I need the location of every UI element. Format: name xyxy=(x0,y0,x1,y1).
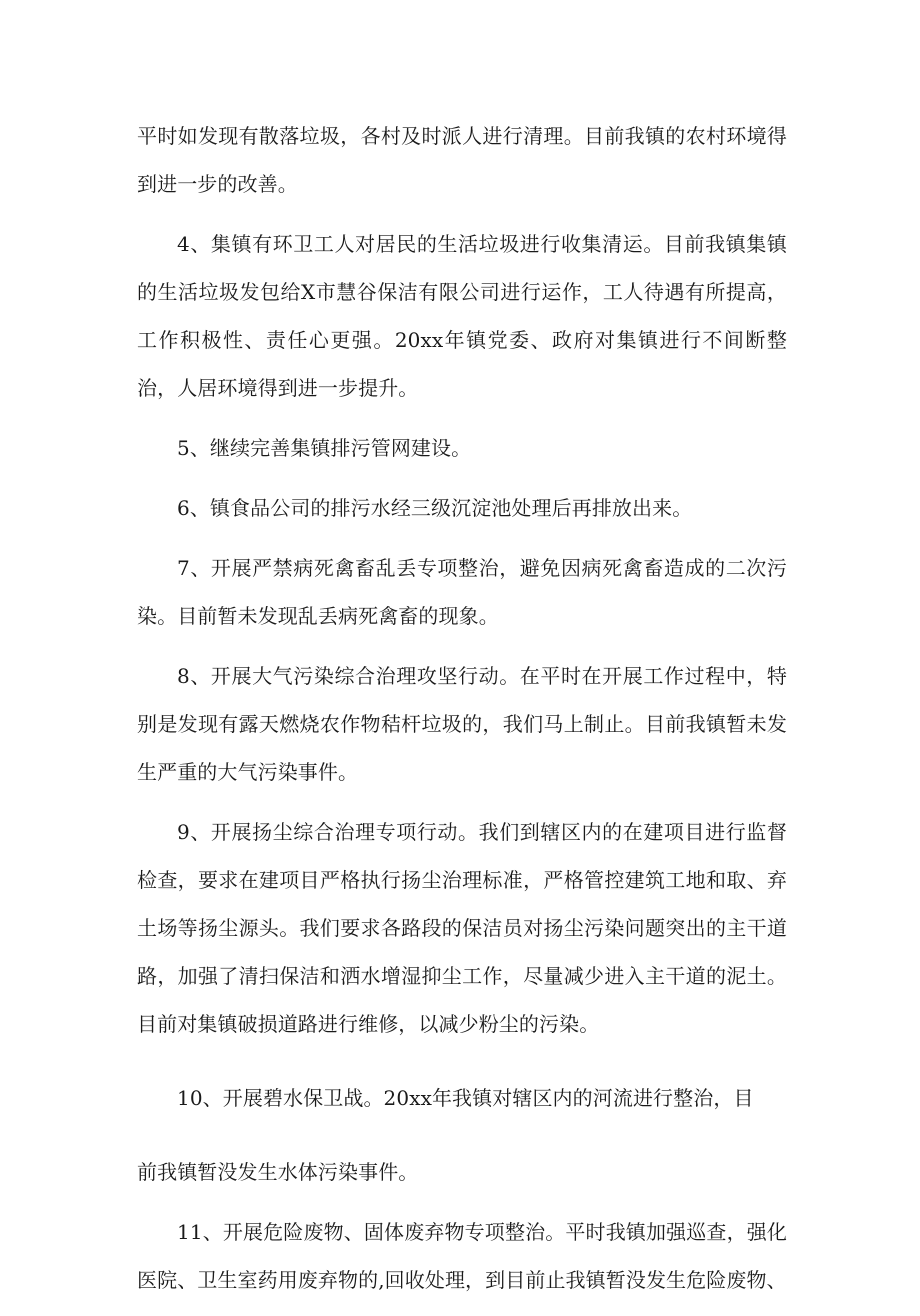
paragraph-item-7: 7、开展严禁病死禽畜乱丢专项整治，避免因病死禽畜造成的二次污染。目前暂未发现乱丢病死禽畜的现象。 xyxy=(137,556,787,628)
paragraph-item-11: 11、开展危险废物、固体废弃物专项整治。平时我镇加强巡查，强化医院、卫生室药用废弃物的,回收处理，到目前止我镇暂没发生危险废物、 xyxy=(137,1220,787,1292)
paragraph-item-6: 6、镇食品公司的排污水经三级沉淀池处理后再排放出来。 xyxy=(177,496,693,520)
document-body xyxy=(137,112,787,1316)
paragraph-item-5: 5、继续完善集镇排污管网建设。 xyxy=(177,436,472,460)
paragraph-item-10-part-1: 10、开展碧水保卫战。20xx年我镇对辖区内的河流进行整治，目 xyxy=(177,1086,754,1110)
paragraph-item-9: 9、开展扬尘综合治理专项行动。我们到辖区内的在建项目进行监督检查，要求在建项目严格执行扬尘治理标准，严格管控建筑工地和取、弃土场等扬尘源头。我们要求各路段的保洁员对扬尘污染问题突出的主干道路，加强了清扫保洁和洒水增湿抑尘工作，尽量减少进入主干道的泥土。目前对集镇破损道路进行维修，以减少粉尘的污染。 xyxy=(137,820,787,1036)
paragraph-1: 平时如发现有散落垃圾，各村及时派人进行清理。目前我镇的农村环境得到进一步的改善。 xyxy=(137,124,787,196)
paragraph-item-8: 8、开展大气污染综合治理攻坚行动。在平时在开展工作过程中，特别是发现有露天燃烧农作物秸杆垃圾的，我们马上制止。目前我镇暂未发生严重的大气污染事件。 xyxy=(137,664,787,784)
paragraph-item-10-part-2: 前我镇暂没发生水体污染事件。 xyxy=(137,1160,419,1184)
paragraph-item-4: 4、集镇有环卫工人对居民的生活垃圾进行收集清运。目前我镇集镇的生活垃圾发包给X市慧谷保洁有限公司进行运作，工人待遇有所提高，工作积极性、责任心更强。20xx年镇党委、政府对集镇进行不间断整治，人居环境得到进一步提升。 xyxy=(137,232,787,400)
